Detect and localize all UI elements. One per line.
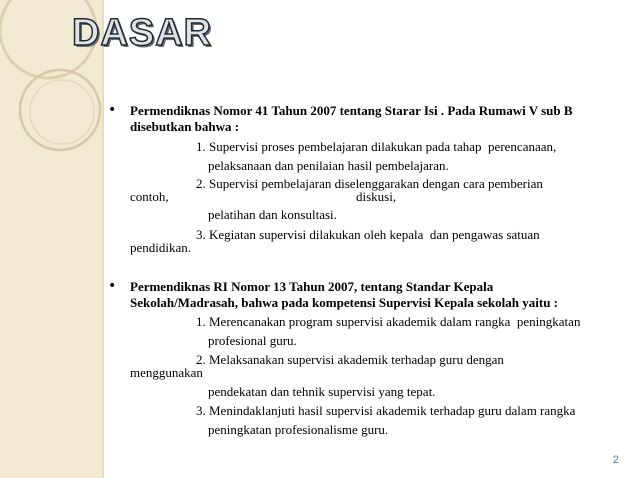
bullet-icon: • [108,278,117,294]
list-item: pendekatan dan tehnik supervisi yang tepat. [208,384,436,399]
list-item: 2. Melaksanakan supervisi akademik terhadap guru dengan [196,352,504,367]
slide-title: DASAR [72,12,213,54]
list-item: pelaksanaan dan penilaian hasil pembelajaran. [208,158,449,173]
bullet-icon: • [108,102,117,118]
list-item: profesional guru. [208,333,297,348]
section-heading-line: Sekolah/Madrasah, bahwa pada kompetensi Supervisi Kepala sekolah yaitu : [130,295,558,310]
list-item: 2. Supervisi pembelajaran diselenggarakan dengan cara pemberian [196,176,543,191]
section-heading-line: disebutkan bahwa : [130,119,240,134]
list-item: diskusi, [356,189,397,204]
list-item: menggunakan [130,365,203,380]
section-heading-line: Permendiknas Nomor 41 Tahun 2007 tentang Starar Isi . Pada Rumawi V sub B [130,103,573,118]
list-item: 1. Supervisi proses pembelajaran dilakukan pada tahap perencanaan, [196,139,557,154]
list-item: contoh, [130,189,169,204]
list-item: 1. Merencanakan program supervisi akademik dalam rangka peningkatan [196,314,581,329]
list-item: 3. Kegiatan supervisi dilakukan oleh kepala dan pengawas satuan [196,227,540,242]
page-number: 2 [612,454,619,466]
list-item: peningkatan profesionalisme guru. [208,422,389,437]
list-item: pelatihan dan konsultasi. [208,207,337,222]
list-item: 3. Menindaklanjuti hasil supervisi akademik terhadap guru dalam rangka [196,403,576,418]
section-heading-line: Permendiknas RI Nomor 13 Tahun 2007, tentang Standar Kepala [130,279,494,294]
list-item: pendidikan. [130,240,192,255]
